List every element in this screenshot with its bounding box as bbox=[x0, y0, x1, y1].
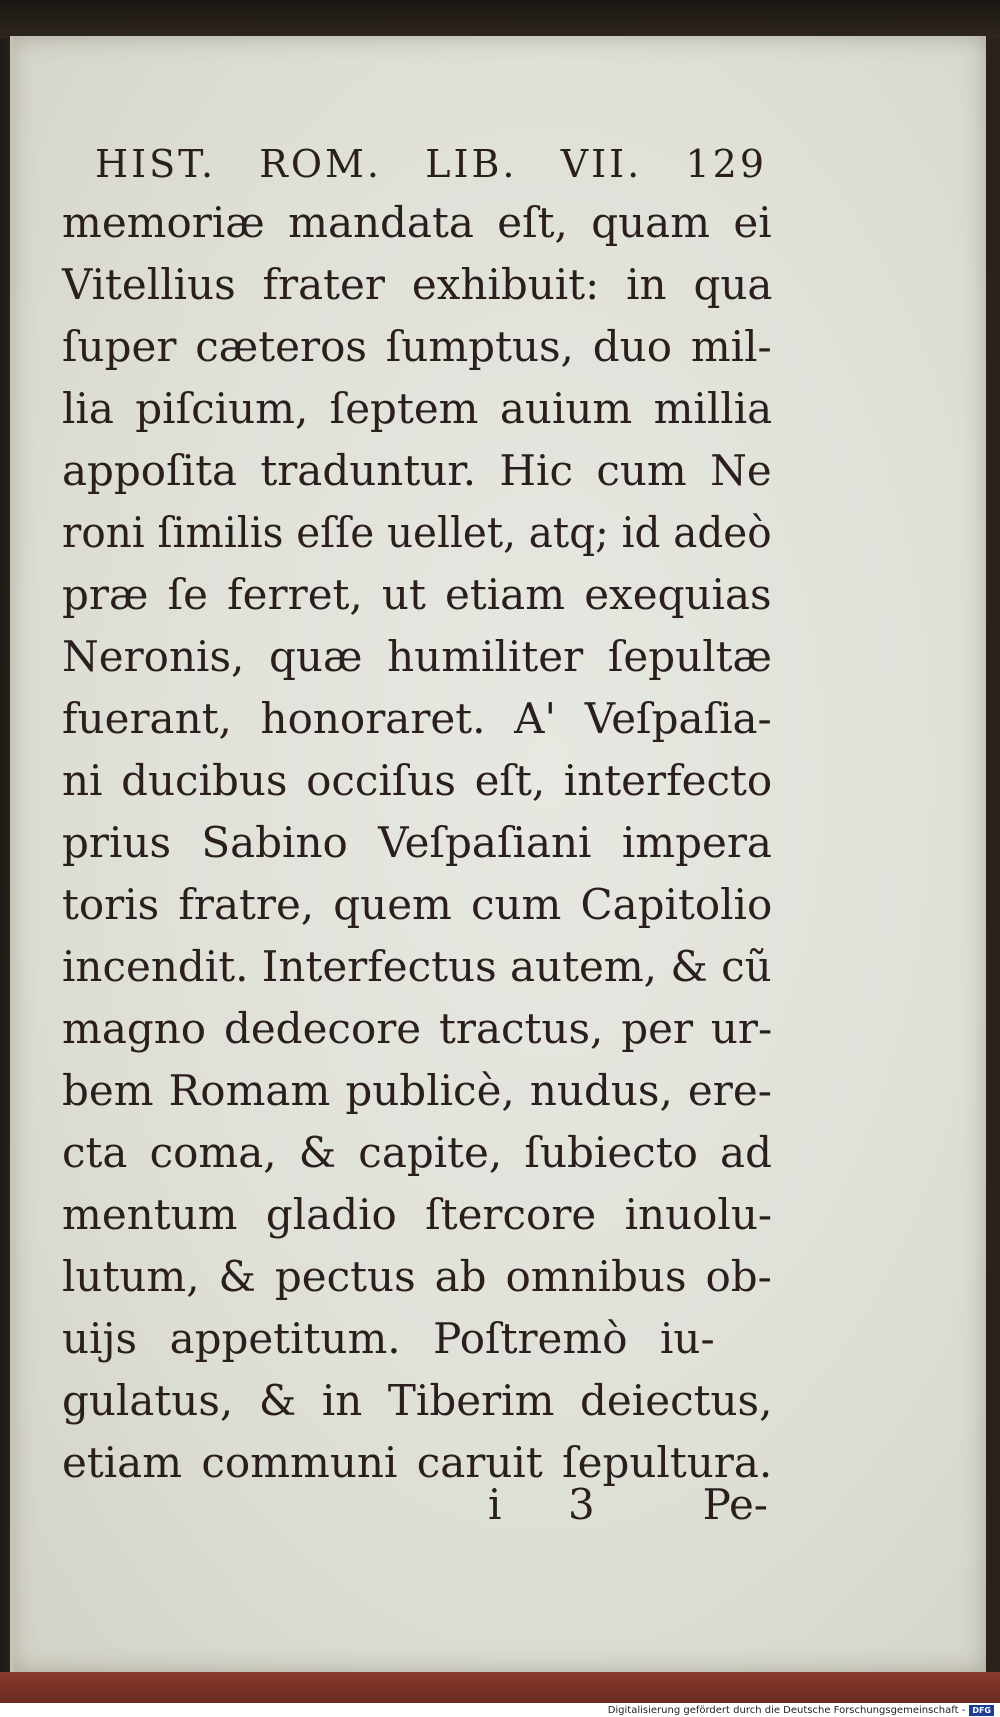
text-line: ſuper cæteros ſumptus, duo mil- bbox=[62, 322, 772, 371]
text-line: toris fratre, quem cum Capitolio bbox=[62, 880, 773, 929]
running-head-part: HIST. bbox=[95, 142, 217, 186]
footer-credit: Digitalisierung gefördert durch die Deutsche Forschungsgemeinschaft - bbox=[607, 1704, 966, 1716]
text-line: fuerant, honoraret. A' Veſpaſia- bbox=[62, 694, 772, 743]
signature-and-catchword bbox=[488, 1480, 768, 1540]
text-line: bem Romam publicè, nudus, ere- bbox=[62, 1066, 772, 1115]
text-line: cta coma, & capite, ſubiecto ad bbox=[62, 1128, 772, 1177]
text-line: præ ſe ferret, ut etiam exequias bbox=[62, 570, 772, 619]
scan-bottom-border bbox=[0, 1672, 1000, 1703]
running-head-part: ROM. bbox=[259, 142, 383, 186]
text-line: magno dedecore tractus, per ur- bbox=[62, 1004, 773, 1053]
running-head bbox=[95, 142, 767, 192]
text-line: Neronis, quæ humiliter ſepultæ bbox=[62, 632, 772, 681]
digitization-footer bbox=[0, 1703, 1000, 1717]
text-line: gulatus, & in Tiberim deiectus, bbox=[62, 1376, 773, 1425]
scan-top-border bbox=[0, 0, 1000, 38]
text-line: appoſita traduntur. Hic cum Ne bbox=[62, 446, 772, 495]
running-head-part: VII. bbox=[560, 142, 643, 186]
page-edge-shadow bbox=[10, 36, 16, 1672]
text-line: incendit. Interfectus autem, & cũ bbox=[62, 942, 772, 991]
text-line: mentum gladio ſtercore inuolu- bbox=[62, 1190, 773, 1239]
text-line: lutum, & pectus ab omnibus ob- bbox=[62, 1252, 772, 1301]
text-line: roni ſimilis eſſe uellet, atq; id adeò bbox=[62, 508, 772, 557]
text-line: Vitellius frater exhibuit: in qua bbox=[62, 260, 773, 309]
catchword: Pe- bbox=[702, 1480, 768, 1529]
running-head-part: LIB. bbox=[425, 142, 518, 186]
text-line: etiam communi caruit ſepultura. bbox=[62, 1438, 773, 1487]
text-line: ni ducibus occiſus eſt, interfecto bbox=[62, 756, 773, 805]
text-line: prius Sabino Veſpaſiani impera bbox=[62, 818, 772, 867]
page-number: 129 bbox=[685, 142, 767, 186]
signature-mark: i bbox=[488, 1480, 502, 1529]
text-line: uijs appetitum. Poſtremò iu- bbox=[62, 1314, 715, 1363]
signature-number: 3 bbox=[568, 1480, 595, 1529]
body-text bbox=[62, 192, 772, 1494]
text-line: memoriæ mandata eſt, quam ei bbox=[62, 198, 772, 247]
dfg-logo: DFG bbox=[969, 1705, 994, 1716]
text-line: lia piſcium, ſeptem auium millia bbox=[62, 384, 773, 433]
